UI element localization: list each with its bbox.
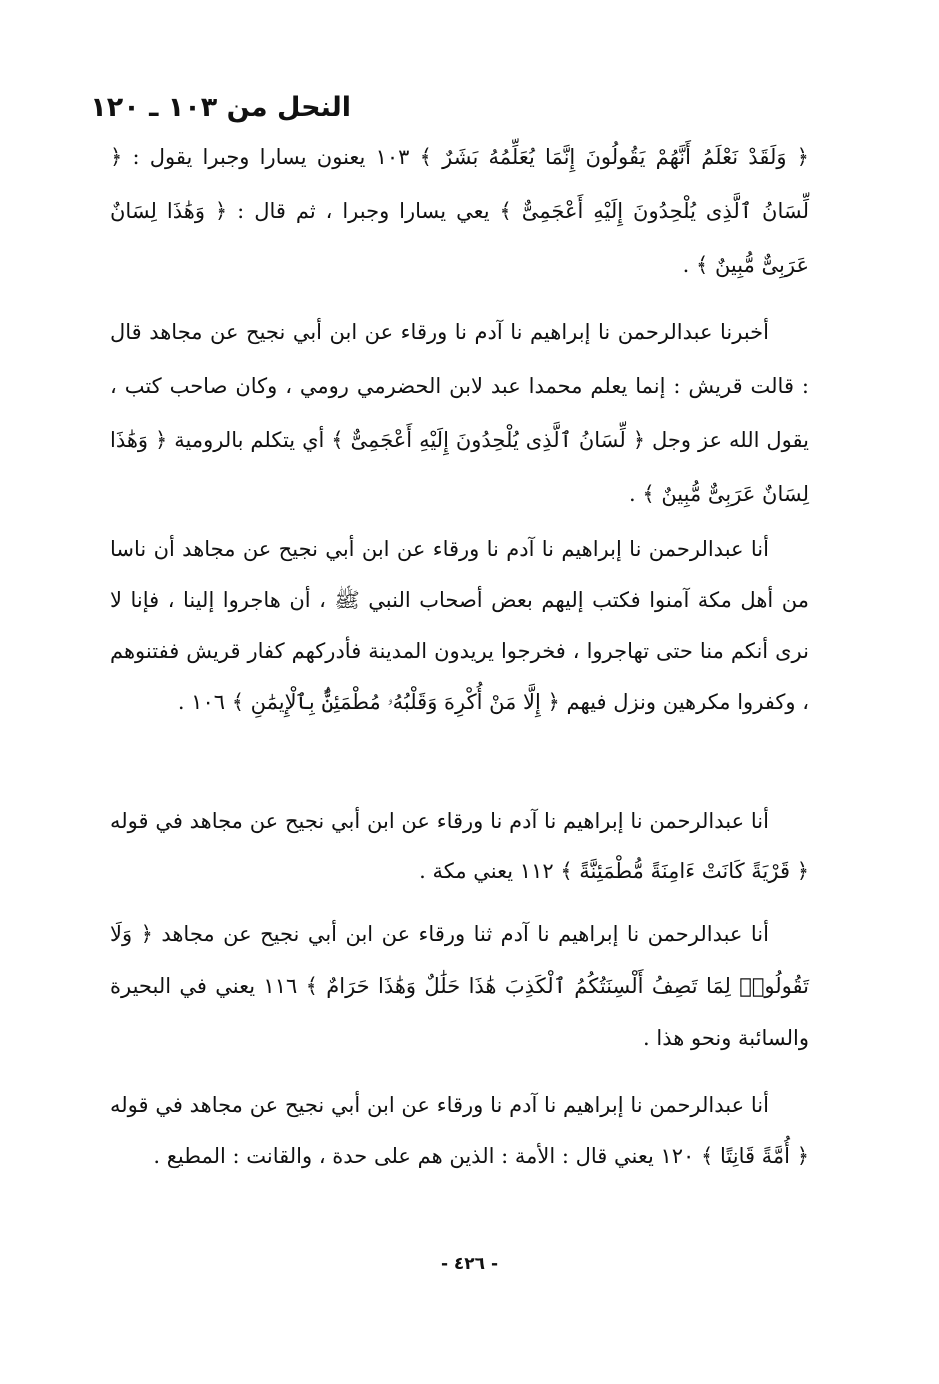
section-heading: النحل من ١٠٣ ـ ١٢٠	[90, 92, 351, 123]
paragraph-narration-1: أخبرنا عبدالرحمن نا إبراهيم نا آدم نا ورقاء عن ابن أبي نجيح عن مجاهد قال : قالت قريش : إنما يعلم محمدا عبد لابن الحضرمي رومي ، وكان صاحب كتب ، يقول الله عز وجل ﴿ لِّسَانُ ٱلَّذِى يُلْحِدُونَ إِلَيْهِ أَعْجَمِىٌّ ﴾ أي يتكلم بالرومية ﴿ وَهَٰذَا لِسَانٌ عَرَبِىٌّ مُّبِينٌ ﴾ .	[110, 320, 809, 506]
paragraph-narration-5: أنا عبدالرحمن نا إبراهيم نا آدم نا ورقاء عن ابن أبي نجيح عن مجاهد في قوله ﴿ أُمَّةً قَانِتًا ﴾ ١٢٠ يعني قال : الأمة : الذين هم على حدة ، والقانت : المطيع .	[110, 1093, 809, 1168]
paragraph-verse-103: ﴿ وَلَقَدْ نَعْلَمُ أَنَّهُمْ يَقُولُونَ إِنَّمَا يُعَلِّمُهُ بَشَرٌ ﴾ ١٠٣ يعنون يسارا وجبرا يقول : ﴿ لِّسَانُ ٱلَّذِى يُلْحِدُونَ إِلَيْهِ أَعْجَمِىٌّ ﴾ يعي يسارا وجبرا ، ثم قال : ﴿ وَهَٰذَا لِسَانٌ عَرَبِىٌّ مُّبِينٌ ﴾ .	[110, 145, 809, 277]
paragraph-narration-3: أنا عبدالرحمن نا إبراهيم نا آدم نا ورقاء عن ابن أبي نجيح عن مجاهد في قوله ﴿ قَرْيَةً كَانَتْ ءَامِنَةً مُّطْمَئِنَّةً ﴾ ١١٢ يعني مكة .	[110, 809, 809, 883]
page-number: - ٤٢٦ -	[440, 1254, 499, 1274]
paragraph-narration-2: أنا عبدالرحمن نا إبراهيم نا آدم نا ورقاء عن ابن أبي نجيح عن مجاهد أن ناسا من أهل مكة آمنوا فكتب إليهم بعض أصحاب النبي ﷺ ، أن هاجروا إلينا ، فإنا لا نرى أنكم منا حتى تهاجروا ، فخرجوا يريدون المدينة فأدركهم كفار قريش ففتنوهم ، وكفروا مكرهين ونزل فيهم ﴿ إِلَّا مَنْ أُكْرِهَ وَقَلْبُهُۥ مُطْمَئِنٌّۢ بِٱلْإِيمَٰنِ ﴾ ١٠٦ .	[110, 537, 809, 714]
paragraph-narration-4: أنا عبدالرحمن نا إبراهيم نا آدم ثنا ورقاء عن ابن أبي نجيح عن مجاهد ﴿ وَلَا تَقُولُوا۟ لِمَا تَصِفُ أَلْسِنَتُكُمُ ٱلْكَذِبَ هَٰذَا حَلَٰلٌ وَهَٰذَا حَرَامٌ ﴾ ١١٦ يعني في البحيرة والسائبة ونحو هذا .	[110, 922, 809, 1050]
